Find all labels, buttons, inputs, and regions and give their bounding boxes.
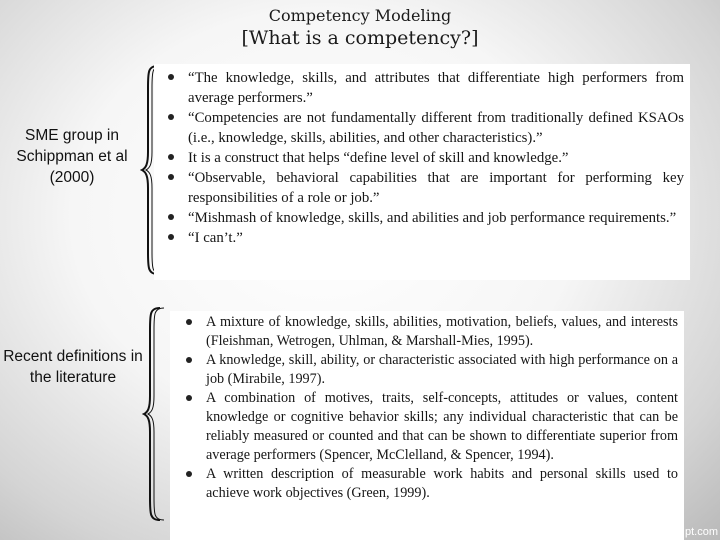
list-item: It is a construct that helps “define level of skill and knowledge.”	[188, 148, 684, 168]
sme-definitions-panel	[154, 64, 690, 280]
literature-definitions-list	[170, 311, 684, 503]
literature-definitions-panel	[170, 311, 684, 540]
list-item: “The knowledge, skills, and attributes that differentiate high performers from average performers.”	[188, 70, 684, 106]
section-label-recent-definitions: Recent definitions in the literature	[3, 348, 143, 386]
slide-title: Competency Modeling	[268, 6, 452, 25]
footer-watermark: pt.com	[684, 526, 718, 538]
list-item: “Observable, behavioral capabilities that are important for performing key responsibilities of a role or job.”	[188, 170, 684, 206]
list-item: A written description of measurable work habits and personal skills used to achieve work objectives (Green, 1999).	[206, 466, 678, 501]
list-item: A knowledge, skill, ability, or characteristic associated with high performance on a job (Mirabile, 1997).	[206, 352, 678, 387]
list-item: A combination of motives, traits, self-concepts, attitudes or values, content knowledge or cognitive behavior skills; any individual characteristic that can be reliably measured or counted and that can be shown to differentiate superior from average performers (Spencer, McClelland, & Spencer, 1994).	[206, 390, 678, 463]
list-item: “Mishmash of knowledge, skills, and abilities and job performance requirements.”	[188, 208, 684, 228]
slide-subtitle: [What is a competency?]	[241, 27, 479, 49]
sme-definitions-list	[154, 64, 690, 248]
list-item: A mixture of knowledge, skills, abilities, motivation, beliefs, values, and interests (Fleishman, Wetrogen, Uhlman, & Marshall-Mies, 1995).	[206, 314, 678, 349]
list-item: “Competencies are not fundamentally different from traditionally defined KSAOs (i.e., knowledge, skills, abilities, and other characteristics).”	[188, 110, 684, 146]
list-item: “I can’t.”	[188, 228, 684, 248]
section-label-sme-group: SME group in Schippman et al (2000)	[16, 127, 128, 186]
